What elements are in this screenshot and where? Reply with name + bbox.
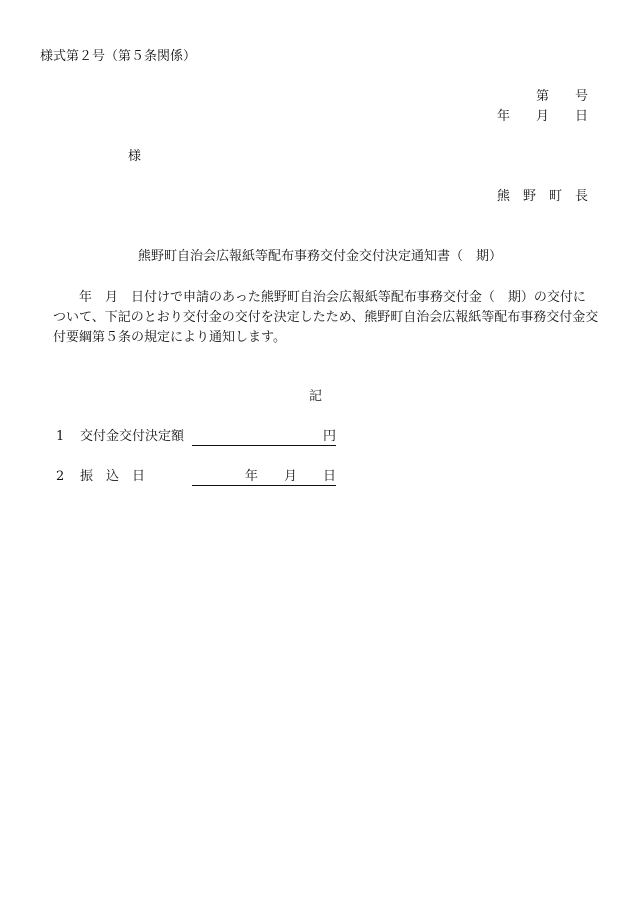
document-number: 第 号 (535, 89, 588, 104)
document-title: 熊野町自治会広報紙等配布事務交付金交付決定通知書（ 期） (138, 249, 503, 264)
document-date: 年 月 日 (496, 109, 588, 124)
body-line: ついて、下記のとおり交付金の交付を決定したため、熊野町自治会広報紙等配布事務交付金交 (53, 310, 599, 325)
ki-heading: 記 (309, 389, 323, 404)
transfer-date-field: 年 月 日 (192, 469, 336, 486)
item-label: 交付金交付決定額 (80, 429, 185, 444)
body-line: 年 月 日付けで申請のあった熊野町自治会広報紙等配布事務交付金（ 期）の交付に (53, 290, 586, 305)
body-line: 付要綱第５条の規定により通知します。 (53, 330, 286, 345)
item-number: 1 (56, 429, 65, 444)
item-number: 2 (56, 469, 65, 484)
item-label: 振 込 日 (80, 469, 146, 484)
amount-field: 円 (192, 429, 336, 446)
addressee: 様 (128, 149, 142, 164)
issuer: 熊 野 町 長 (496, 189, 588, 204)
form-label: 様式第２号（第５条関係） (40, 49, 197, 64)
